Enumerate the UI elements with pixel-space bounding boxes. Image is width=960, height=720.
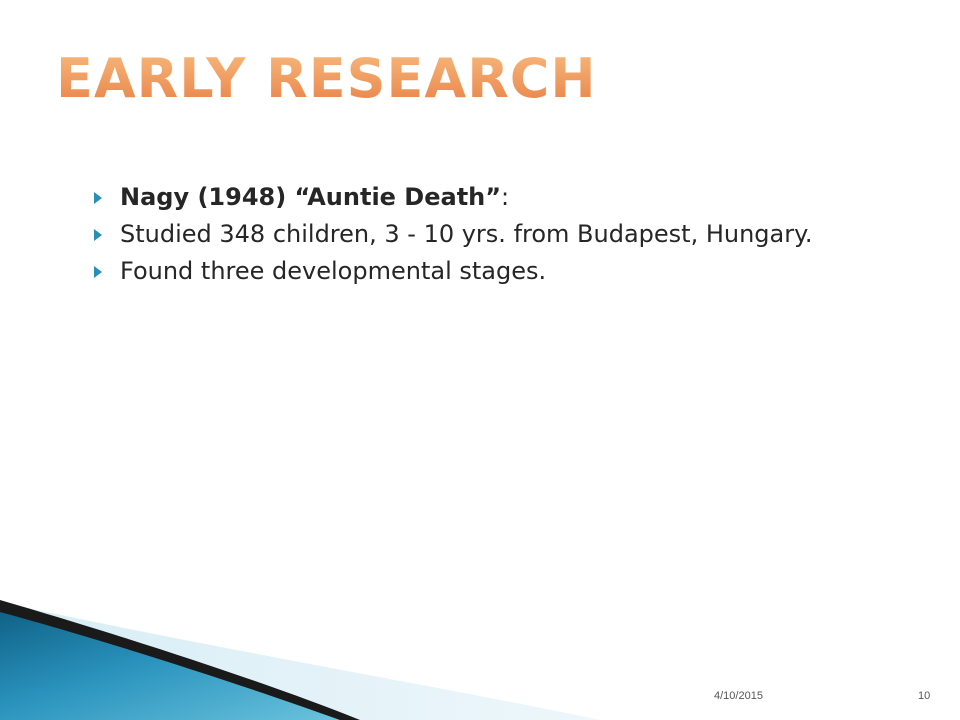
dark-wave-stripe bbox=[0, 600, 360, 720]
pale-wave-band bbox=[0, 602, 600, 720]
bullet-text: Found three developmental stages. bbox=[120, 256, 547, 285]
blue-wave-band bbox=[0, 607, 350, 720]
triangle-right-icon bbox=[94, 229, 102, 241]
bullet-text: Studied 348 children, 3 - 10 yrs. from Budapest, Hungary. bbox=[120, 219, 813, 248]
slide-title: EARLY RESEARCH bbox=[56, 47, 597, 110]
bullet-suffix-text: : bbox=[501, 183, 510, 211]
bullet-strong-text: Nagy (1948) “Auntie Death” bbox=[120, 183, 502, 211]
bullet-list bbox=[92, 183, 892, 293]
footer-date: 4/10/2015 bbox=[714, 690, 763, 702]
triangle-right-icon bbox=[94, 266, 102, 278]
triangle-right-icon bbox=[94, 192, 102, 204]
bullet-item bbox=[92, 220, 892, 249]
bullet-item bbox=[92, 183, 892, 212]
footer-page-number: 10 bbox=[918, 690, 931, 702]
bullet-item bbox=[92, 257, 892, 286]
